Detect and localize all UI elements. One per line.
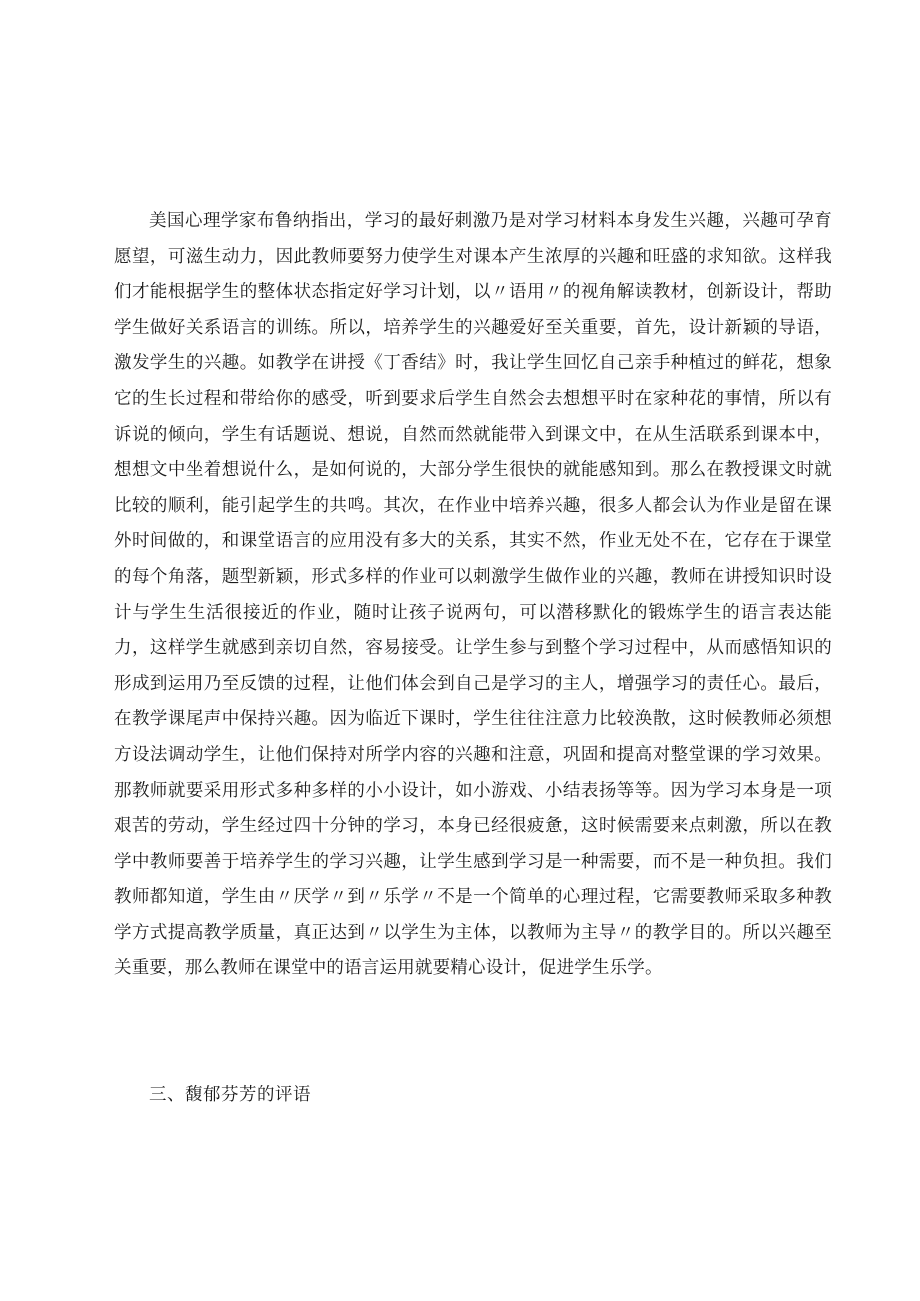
section-heading: 三、馥郁芬芳的评语 bbox=[149, 1085, 311, 1105]
body-paragraph: 美国心理学家布鲁纳指出，学习的最好刺激乃是对学习材料本身发生兴趣，兴趣可孕育愿望，可滋生动力，因此教师要努力使学生对课本产生浓厚的兴趣和旺盛的求知欲。这样我们才能根据学生的整体状态指定好学习计划，以〃语用〃的视角解读教材，创新设计，帮助学生做好关系语言的训练。所以，培养学生的兴趣爱好至关重要，首先，设计新颖的导语，激发学生的兴趣。如教学在讲授《丁香结》时，我让学生回忆自己亲手种植过的鲜花，想象它的生长过程和带给你的感受，听到要求后学生自然会去想想平时在家种花的事情，所以有诉说的倾向，学生有话题说、想说，自然而然就能带入到课文中，在从生活联系到课本中，想想文中坐着想说什么，是如何说的，大部分学生很快的就能感知到。那么在教授课文时就比较的顺利，能引起学生的共鸣。其次，在作业中培养兴趣，很多人都会认为作业是留在课外时间做的，和课堂语言的应用没有多大的关系，其实不然，作业无处不在，它存在于课堂的每个角落，题型新颖，形式多样的作业可以刺激学生做作业的兴趣，教师在讲授知识时设计与学生生活很接近的作业，随时让孩子说两句，可以潜移默化的锻炼学生的语言表达能力，这样学生就感到亲切自然，容易接受。让学生参与到整个学习过程中，从而感悟知识的形成到运用乃至反馈的过程，让他们体会到自己是学习的主人，增强学习的责任心。最后，在教学课尾声中保持兴趣。因为临近下课时，学生往往注意力比较涣散，这时候教师必须想方设法调动学生，让他们保持对所学内容的兴趣和注意，巩固和提高对整堂课的学习效果。那教师就要采用形式多种多样的小小设计，如小游戏、小结表扬等等。因为学习本身是一项艰苦的劳动，学生经过四十分钟的学习，本身已经很疲惫，这时候需要来点刺激，所以在教学中教师要善于培养学生的学习兴趣，让学生感到学习是一种需要，而不是一种负担。我们教师都知道，学生由〃厌学〃到〃乐学〃不是一个简单的心理过程，它需要教师采取多种教学方式提高教学质量，真正达到〃以学生为主体，以教师为主导〃的教学目的。所以兴趣至关重要，那么教师在课堂中的语言运用就要精心设计，促进学生乐学。 bbox=[114, 211, 832, 979]
